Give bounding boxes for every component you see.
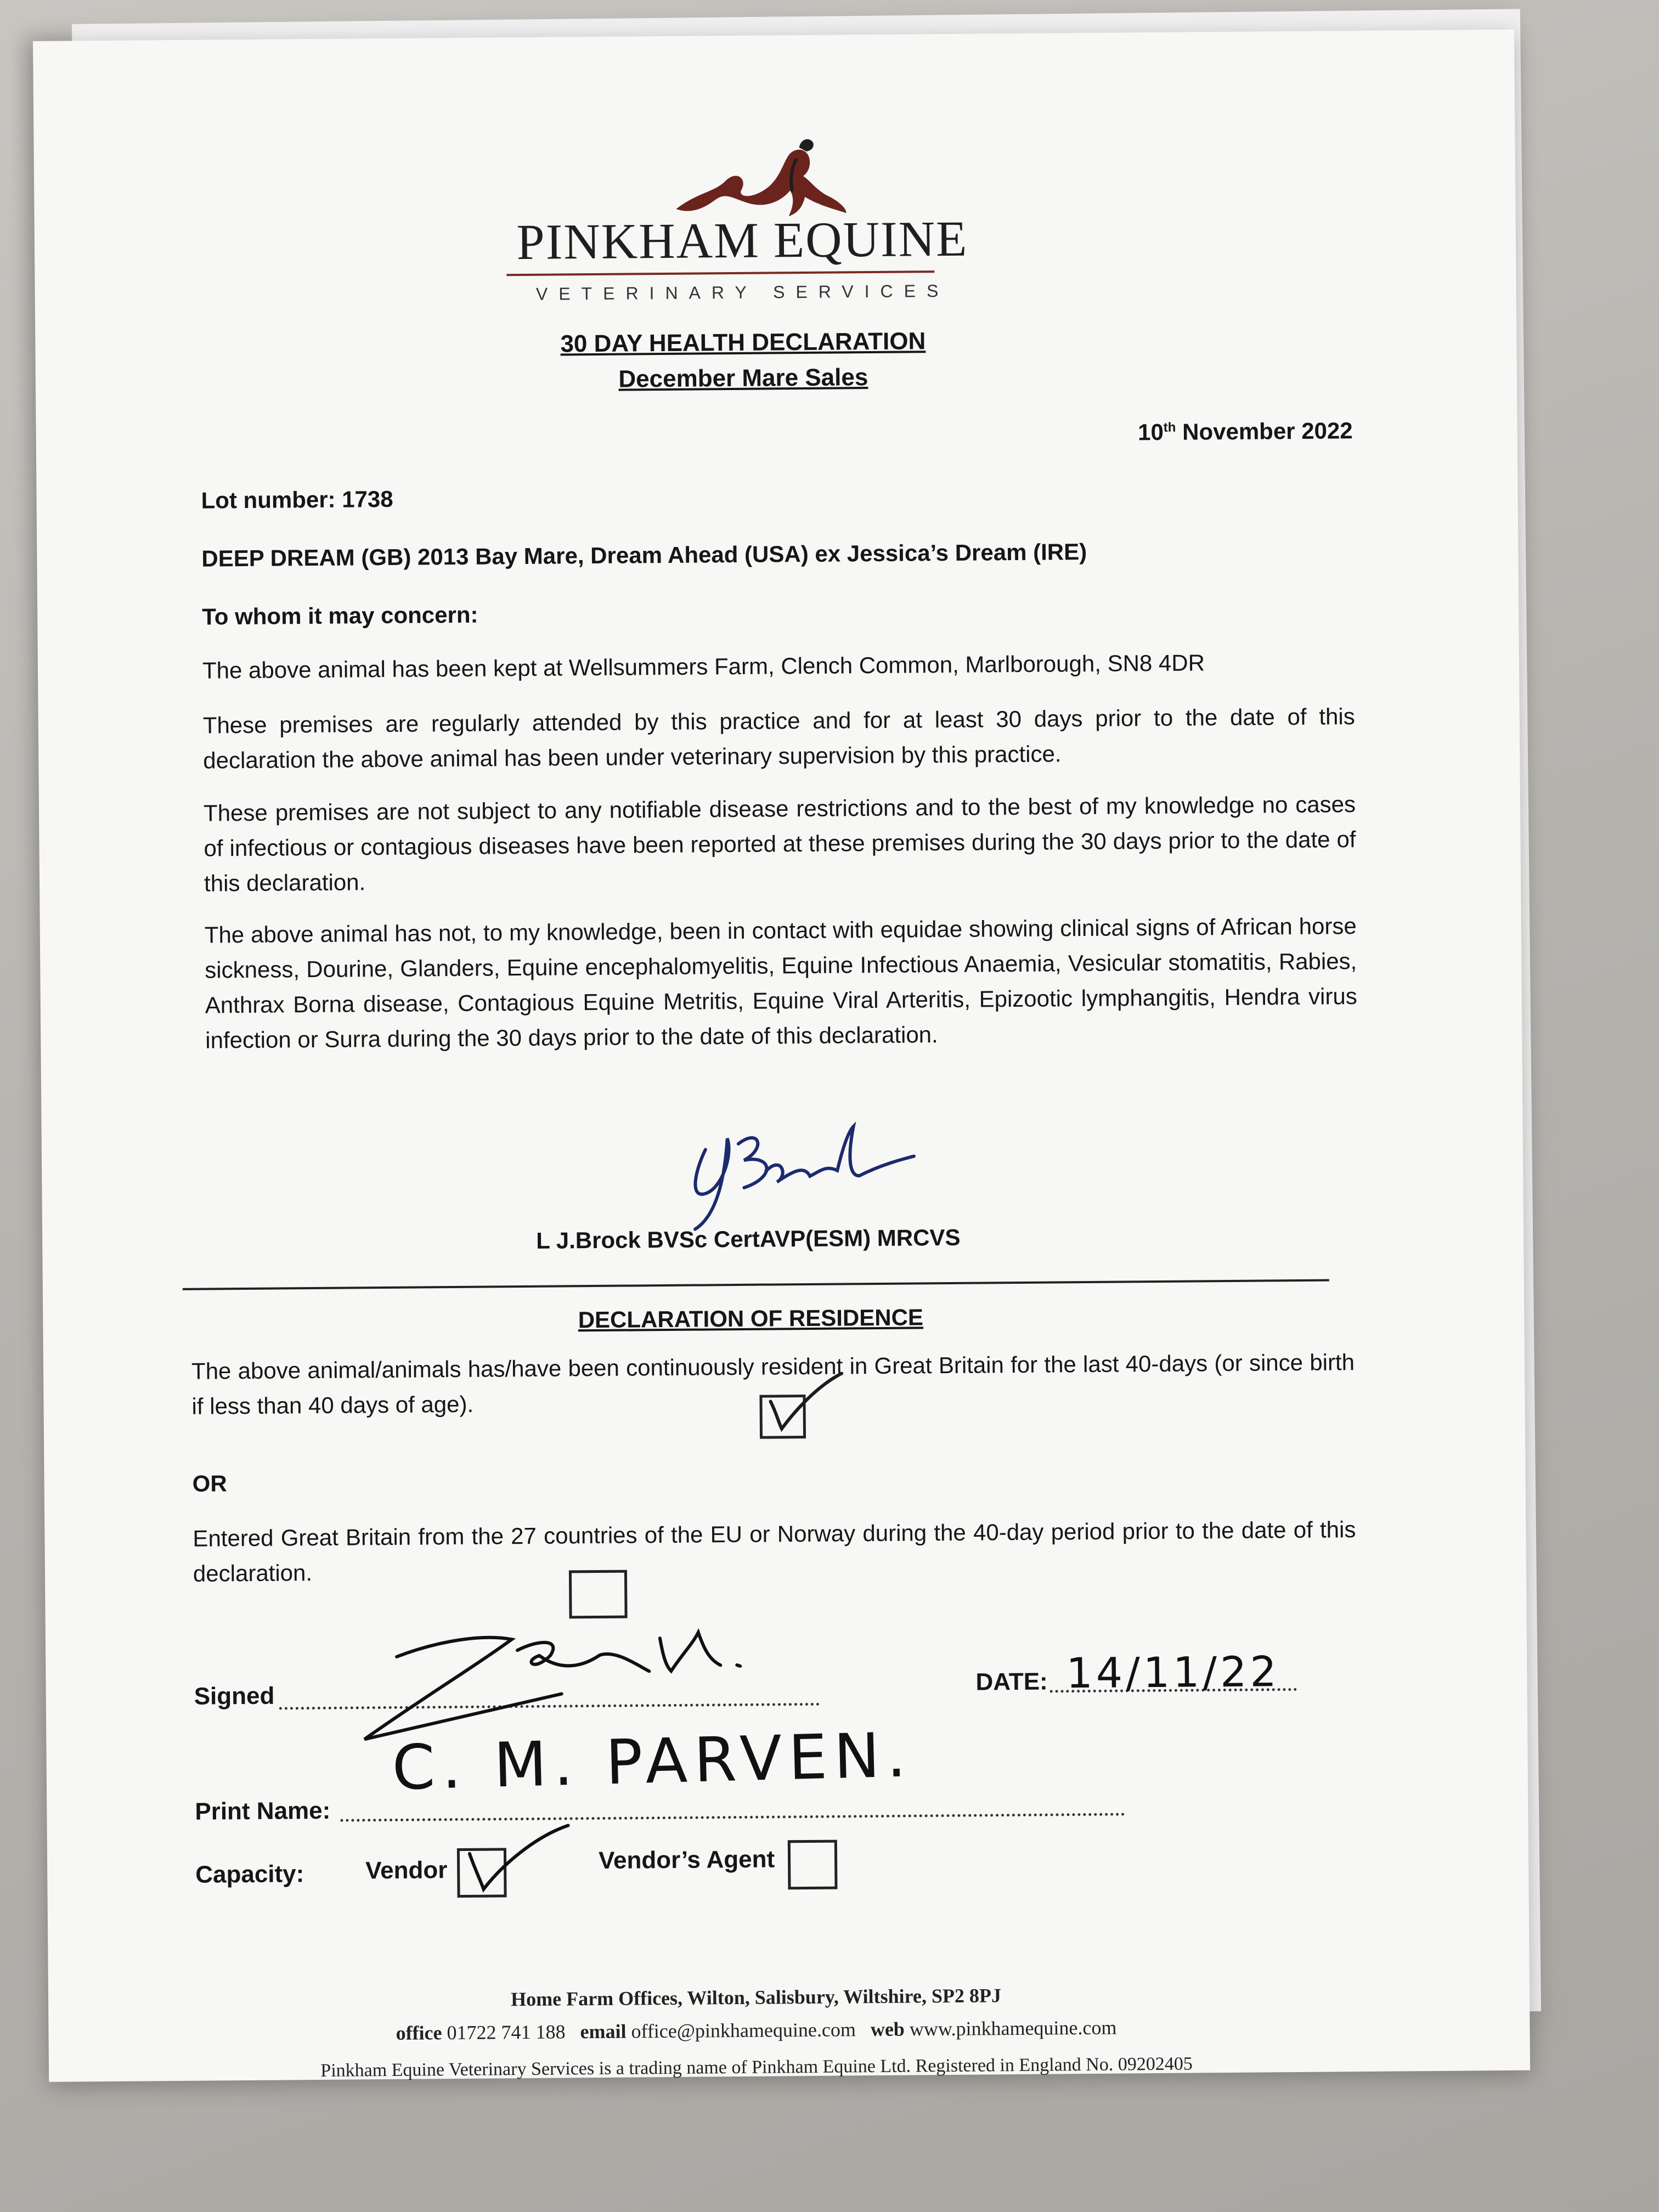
vet-name: L J.Brock BVSc CertAVP(ESM) MRCVS bbox=[536, 1224, 961, 1254]
brand-subtitle: VETERINARY SERVICES bbox=[535, 280, 950, 304]
handwritten-print-name[interactable]: C. M. PARVEN. bbox=[391, 1719, 913, 1804]
check-mark-icon bbox=[459, 1820, 580, 1898]
residence-option-continuous: The above animal/animals has/have been continuously resident in Great Britain for the last 40-days (or since birth if less than 40 days of age). bbox=[191, 1349, 1355, 1419]
date-day: 10 bbox=[1137, 419, 1164, 445]
paragraph-restrictions: These premises are not subject to any notifiable disease restrictions and to the best of my knowledge no cases of infectious or contagious diseases have been reported at these premises during the 30 days prior to the date of this declaration. bbox=[203, 791, 1356, 896]
document-subtitle: December Mare Sales bbox=[618, 364, 868, 393]
horse-logo-icon bbox=[664, 125, 846, 223]
or-separator: OR bbox=[192, 1470, 227, 1497]
brand-name: PINKHAM EQUINE bbox=[516, 210, 968, 270]
email-address: office@pinkhamequine.com bbox=[631, 2018, 856, 2042]
date-suffix: th bbox=[1163, 420, 1176, 435]
footer-contacts bbox=[15, 2013, 1497, 2047]
vendor-label: Vendor bbox=[365, 1857, 448, 1884]
vendor-agent-label: Vendor’s Agent bbox=[598, 1846, 775, 1875]
website: www.pinkhamequine.com bbox=[909, 2016, 1117, 2040]
animal-description: DEEP DREAM (GB) 2013 Bay Mare, Dream Ahead (USA) ex Jessica’s Dream (IRE) bbox=[201, 538, 1087, 572]
declaration-date bbox=[1138, 417, 1353, 445]
capacity-label: Capacity: bbox=[195, 1860, 304, 1888]
email-label: email bbox=[580, 2020, 627, 2043]
brand-divider bbox=[506, 270, 934, 276]
date-month-year: November 2022 bbox=[1182, 417, 1353, 445]
date-label: DATE: bbox=[975, 1668, 1048, 1696]
vendor-agent-checkbox[interactable] bbox=[788, 1840, 838, 1890]
handwritten-date[interactable]: 14/11/22 bbox=[1066, 1647, 1280, 1698]
signed-label: Signed bbox=[194, 1682, 275, 1710]
vet-signature bbox=[672, 1104, 926, 1238]
paragraph-disease-contact: The above animal has not, to my knowledge, been in contact with equidae showing clinical signs of African horse sickness, Dourine, Glanders, Equine encephalomyelitis, Equine Infectious Anaemia, Vesicular stomatitis, Rabies, Anthrax Borna disease, Contagious Equine Metritis, Equine Viral Arteritis, Epizootic lymphangitis, Hendra virus infection or Surra during the 30 days prior to the date of this declaration. bbox=[204, 913, 1357, 1053]
entered-gb-checkbox[interactable] bbox=[569, 1570, 628, 1619]
web-label: web bbox=[870, 2018, 905, 2041]
print-name-label: Print Name: bbox=[195, 1797, 331, 1825]
residence-heading: DECLARATION OF RESIDENCE bbox=[578, 1304, 924, 1333]
residence-option-entered: Entered Great Britain from the 27 countries of the EU or Norway during the 40-day period prior to the date of this declaration. bbox=[193, 1516, 1356, 1587]
paragraph-premises: The above animal has been kept at Wellsummers Farm, Clench Common, Marlborough, SN8 4DR bbox=[202, 650, 1205, 684]
office-label: office bbox=[396, 2022, 442, 2044]
check-mark-icon bbox=[765, 1368, 875, 1435]
document-title: 30 DAY HEALTH DECLARATION bbox=[560, 328, 926, 358]
paragraph-supervision: These premises are regularly attended by this practice and for at least 30 days prior to the date of this declaration the above animal has been under veterinary supervision by this practice. bbox=[202, 703, 1355, 774]
lot-number: Lot number: 1738 bbox=[201, 486, 393, 514]
footer-legal: Pinkham Equine Veterinary Services is a trading name of Pinkham Equine Ltd. Registered in England No. 09202405 bbox=[320, 2053, 1193, 2081]
document-page bbox=[33, 30, 1530, 2082]
section-divider bbox=[183, 1279, 1329, 1290]
footer-address: Home Farm Offices, Wilton, Salisbury, Wiltshire, SP2 8PJ bbox=[511, 1984, 1002, 2011]
salutation: To whom it may concern: bbox=[202, 601, 478, 630]
office-phone: 01722 741 188 bbox=[447, 2021, 566, 2044]
